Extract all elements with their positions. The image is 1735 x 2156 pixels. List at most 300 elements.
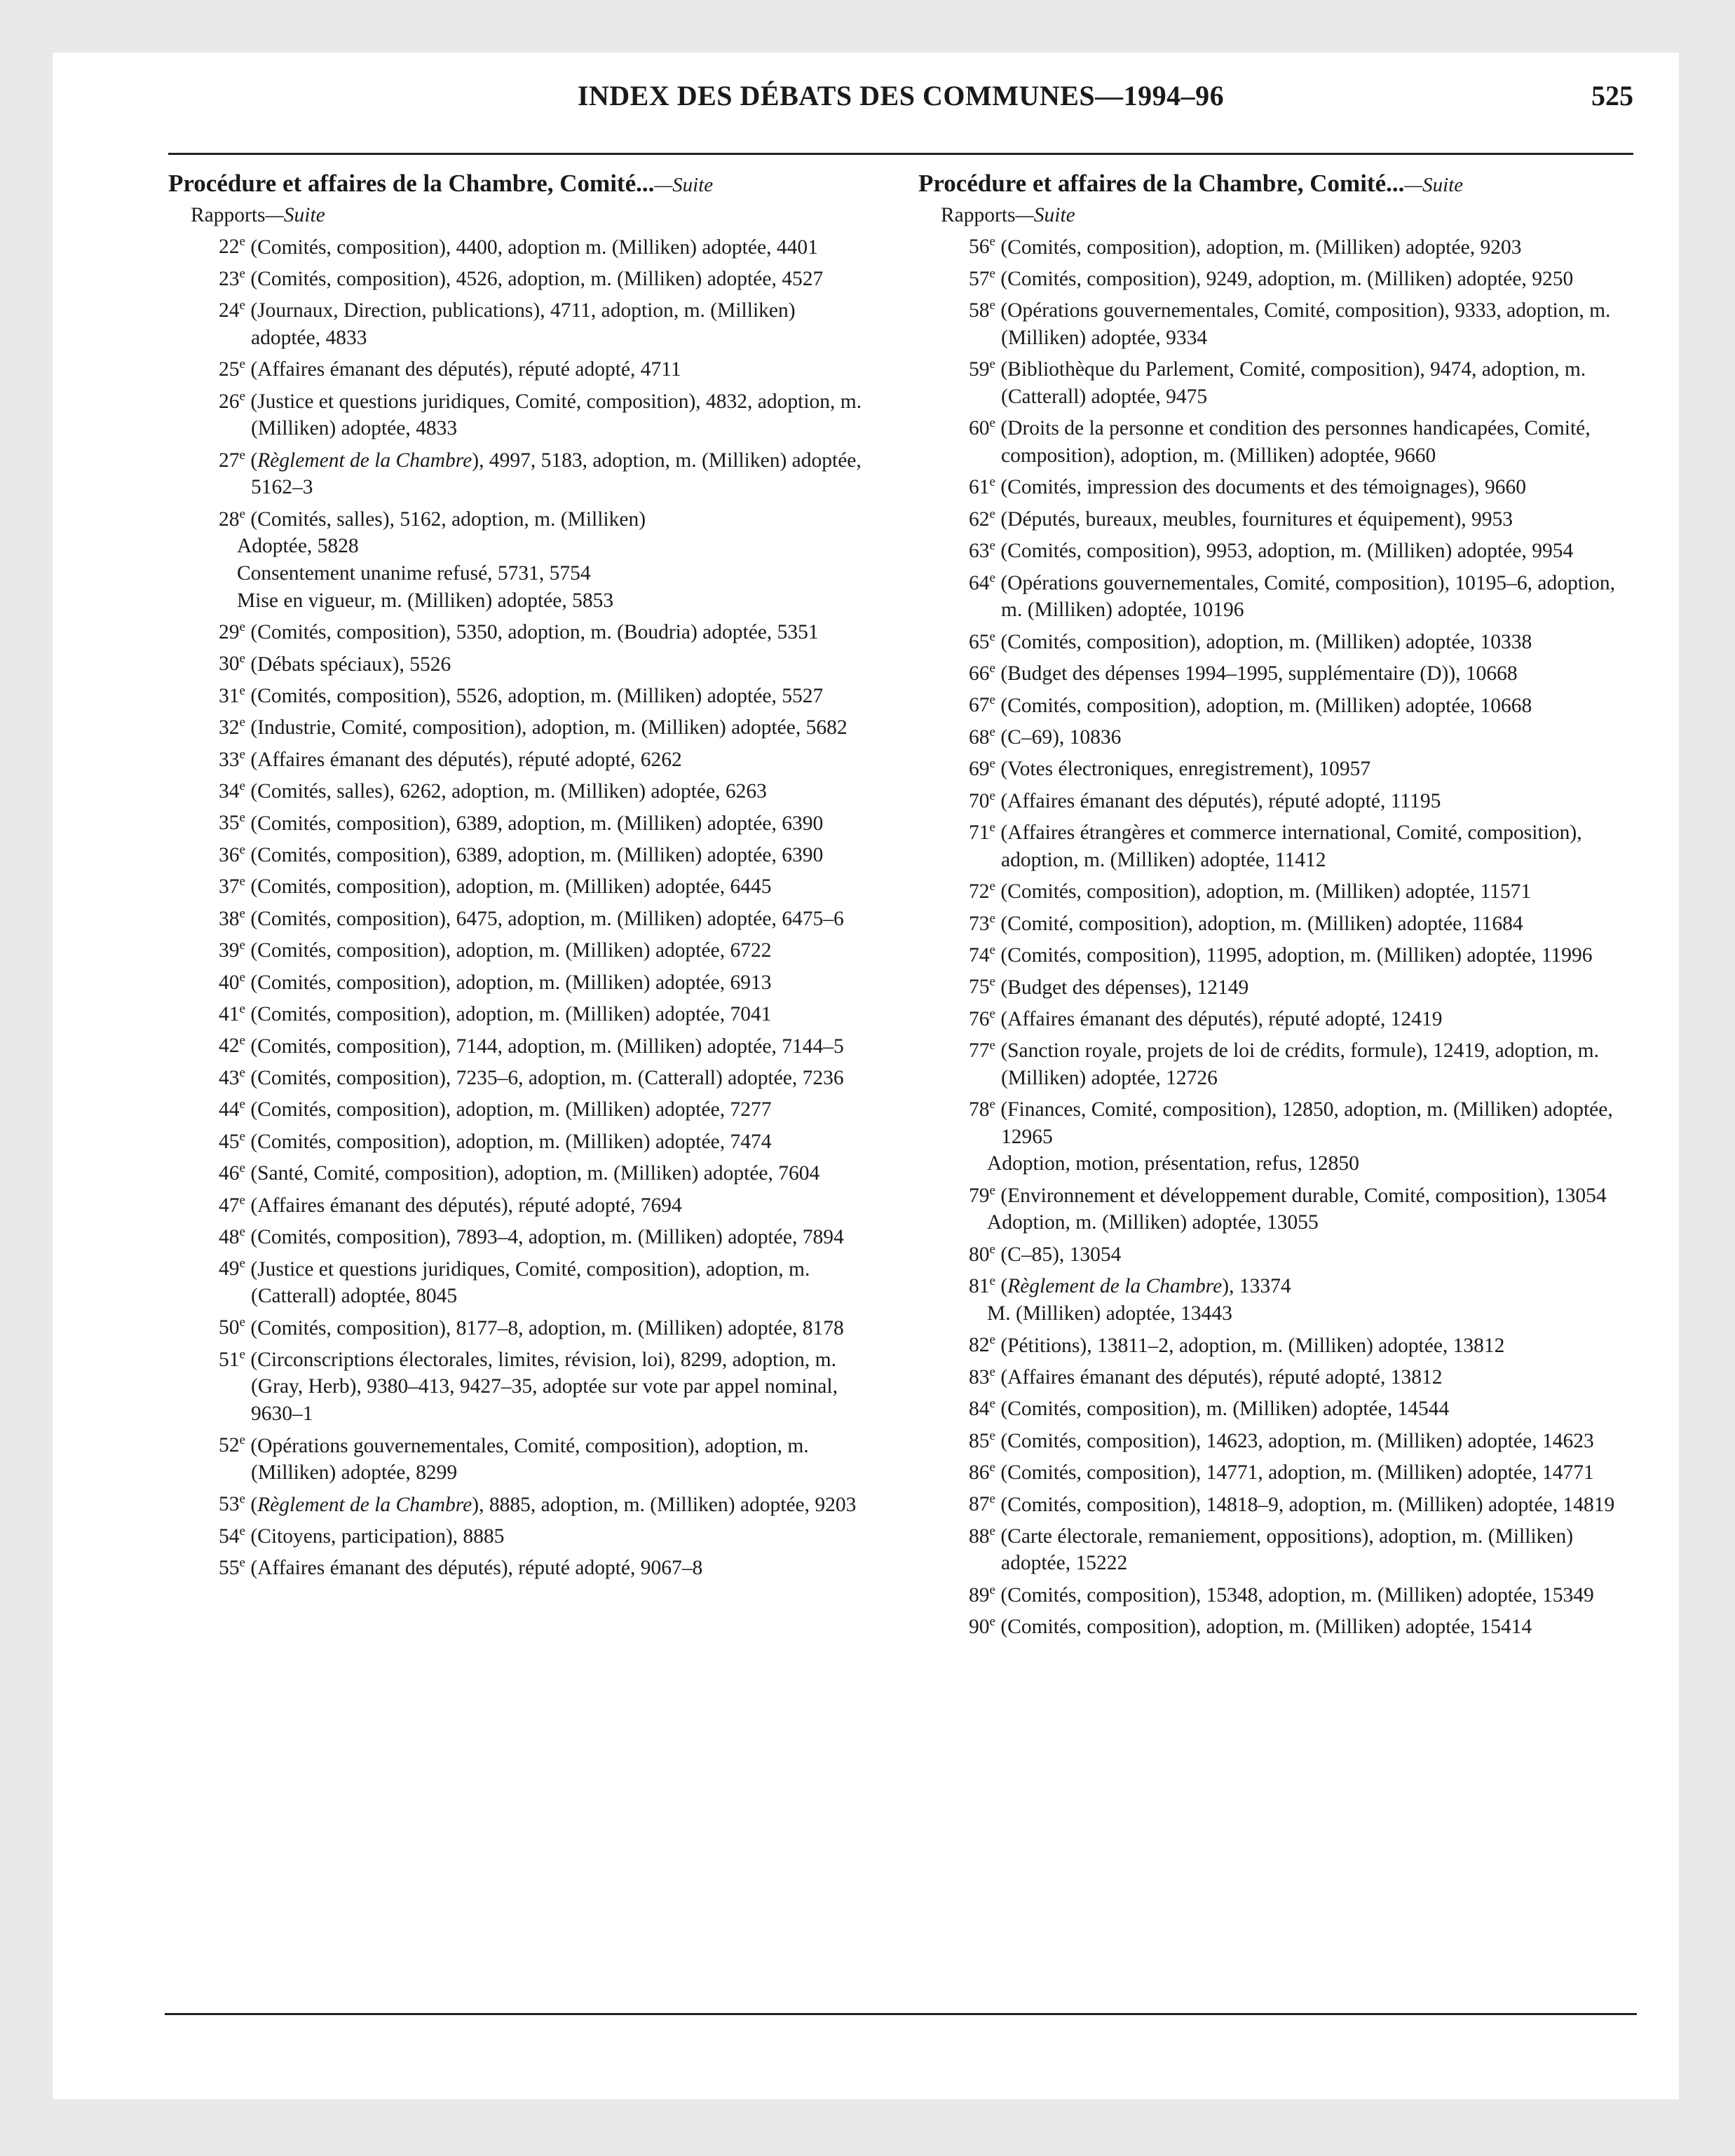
report-number: [969, 631, 995, 653]
report-ordinal: 86: [969, 1461, 990, 1485]
report-ordinal: 57: [969, 267, 990, 290]
ordinal-suffix: e: [239, 1002, 245, 1017]
report-ordinal: 82: [969, 1334, 990, 1357]
ordinal-suffix: e: [989, 725, 995, 740]
page-number: 525: [1591, 80, 1633, 111]
ordinal-suffix: e: [239, 506, 245, 521]
report-ordinal: 69: [969, 758, 990, 781]
entry-text: (Opérations gouvernementales, Comité, composition), 10195–6, adoption, m. (Milliken) adoptée, 10196: [995, 571, 1615, 622]
entry-text: (Comités, composition), adoption, m. (Milliken) adoptée, 6913: [245, 971, 772, 994]
entry-italic-title: Règlement de la Chambre: [257, 1493, 472, 1516]
entry-text: ), 4997, 5183, adoption, m. (Milliken) adoptée, 5162–3: [251, 449, 862, 499]
ordinal-suffix: e: [239, 842, 245, 858]
ordinal-suffix: e: [239, 1161, 245, 1176]
entry-text: (Affaires émanant des députés), réputé adopté, 7694: [245, 1194, 682, 1217]
ordinal-suffix: e: [239, 1065, 245, 1081]
index-entry: [918, 1359, 1619, 1391]
index-entry: [918, 969, 1619, 1001]
report-number: [969, 910, 995, 935]
index-entry: [168, 646, 869, 678]
ordinal-suffix: e: [239, 234, 245, 250]
report-number: [219, 268, 245, 290]
report-ordinal: 45: [219, 1130, 240, 1153]
entry-text: (Justice et questions juridiques, Comité, composition), adoption, m. (Catterall) adoptée, 8045: [245, 1257, 810, 1307]
ordinal-suffix: e: [989, 475, 995, 490]
entry-text: (Santé, Comité, composition), adoption, m. (Milliken) adoptée, 7604: [245, 1162, 820, 1185]
report-number: [219, 358, 245, 381]
index-entry: [168, 614, 869, 646]
report-number: [969, 880, 995, 903]
entry-text: (Comités, composition), adoption, m. (Milliken) adoptée, 7277: [245, 1098, 772, 1121]
ordinal-suffix: e: [239, 779, 245, 794]
ordinal-suffix: e: [989, 943, 995, 958]
index-entry: [168, 1342, 869, 1428]
report-ordinal: 27: [219, 449, 240, 472]
ordinal-suffix: e: [989, 1038, 995, 1053]
ordinal-suffix: e: [989, 629, 995, 644]
ordinal-suffix: e: [989, 879, 995, 894]
index-entry: [168, 678, 869, 709]
report-number: [969, 1098, 995, 1121]
index-entry: [918, 937, 1619, 969]
entry-text: (Affaires émanant des députés), réputé adopté, 9067–8: [245, 1557, 703, 1580]
index-entry: [918, 1487, 1619, 1518]
entry-text: (Sanction royale, projets de loi de crédits, formule), 12419, adoption, m. (Milliken) adoptée, 12726: [995, 1039, 1599, 1089]
entry-text: (Votes électroniques, enregistrement), 10957: [995, 758, 1371, 781]
report-number: [219, 1257, 245, 1280]
subheading-text: Rapports: [191, 204, 266, 226]
report-ordinal: 58: [969, 299, 990, 322]
entry-text: (Comités, composition), 6389, adoption, m. (Milliken) adoptée, 6390: [245, 843, 824, 866]
entry-text: (Affaires émanant des députés), réputé adopté, 11195: [995, 789, 1441, 812]
entry-text: (Comités, composition), adoption, m. (Milliken) adoptée, 7041: [245, 1003, 772, 1025]
report-ordinal: 51: [219, 1348, 240, 1371]
entry-text: (Comités, composition), adoption, m. (Milliken) adoptée, 9203: [995, 236, 1522, 259]
index-entries: [168, 229, 869, 1582]
index-entry: [918, 1609, 1619, 1640]
entry-text: (Justice et questions juridiques, Comité, composition), 4832, adoption, m. (Milliken) adoptée, 4833: [245, 390, 862, 440]
entry-text: (Comités, composition), adoption, m. (Milliken) adoptée, 7474: [245, 1130, 772, 1153]
footer-rule: [165, 2013, 1637, 2015]
report-number: [219, 1316, 245, 1339]
entry-text: (Opérations gouvernementales, Comité, composition), adoption, m. (Milliken) adoptée, 8299: [245, 1434, 809, 1485]
heading-suite: —Suite: [1404, 174, 1464, 196]
index-entry: [168, 773, 869, 805]
heading-text: Procédure et affaires de la Chambre, Comité...: [168, 170, 655, 197]
entry-italic-title: Règlement de la Chambre: [257, 449, 472, 472]
entry-text: (Industrie, Comité, composition), adoption, m. (Milliken) adoptée, 5682: [245, 716, 848, 739]
ordinal-suffix: e: [239, 1315, 245, 1330]
report-number: [969, 1275, 995, 1297]
report-ordinal: 40: [219, 971, 240, 994]
entry-text: (Comités, composition), 7235–6, adoption, m. (Catterall) adoptée, 7236: [245, 1066, 844, 1089]
report-number: [219, 716, 245, 739]
index-entry: [168, 1251, 869, 1310]
report-number: [969, 976, 995, 998]
report-ordinal: 74: [969, 943, 990, 967]
report-number: [969, 299, 995, 322]
index-entry: [168, 1124, 869, 1155]
entry-text: (Comités, composition), 15348, adoption, m. (Milliken) adoptée, 15349: [995, 1583, 1594, 1606]
ordinal-suffix: e: [989, 1396, 995, 1412]
entry-text: (Comités, composition), 9249, adoption, m. (Milliken) adoptée, 9250: [995, 267, 1574, 290]
report-ordinal: 80: [969, 1243, 990, 1266]
entry-text: (C–85), 13054: [995, 1243, 1122, 1266]
index-entry: [918, 719, 1619, 751]
entry-text: (Comités, composition), 4400, adoption m. (Milliken) adoptée, 4401: [245, 236, 818, 259]
ordinal-suffix: e: [989, 1428, 995, 1443]
report-number: [219, 1067, 245, 1089]
report-number: [969, 572, 995, 594]
report-number: [219, 971, 245, 994]
report-number: [969, 1461, 995, 1484]
report-ordinal: 90: [969, 1616, 990, 1639]
report-ordinal: 76: [969, 1007, 990, 1030]
entry-text: (Comités, composition), m. (Milliken) adoptée, 14544: [995, 1398, 1450, 1421]
report-ordinal: 26: [219, 390, 240, 413]
ordinal-suffix: e: [989, 1614, 995, 1630]
entry-text: (Comité, composition), adoption, m. (Milliken) adoptée, 11684: [995, 912, 1523, 935]
report-number: [219, 844, 245, 866]
index-subentry: M. (Milliken) adoptée, 13443: [987, 1302, 1232, 1325]
report-ordinal: 31: [219, 684, 240, 707]
index-entry: [168, 1518, 869, 1550]
index-entry: [168, 709, 869, 741]
entry-text: (Comités, composition), 8177–8, adoption, m. (Milliken) adoptée, 8178: [245, 1316, 844, 1339]
index-entry: [168, 261, 869, 292]
index-entries: [918, 229, 1619, 1641]
index-entry: [918, 1268, 1619, 1299]
ordinal-suffix: e: [239, 298, 245, 313]
index-entry: [918, 751, 1619, 782]
report-number: [219, 449, 245, 472]
ordinal-suffix: e: [239, 1256, 245, 1271]
header-rule: [168, 153, 1633, 155]
ordinal-suffix: e: [989, 298, 995, 313]
report-number: [219, 1434, 245, 1456]
entry-text: (Comités, composition), 14771, adoption, m. (Milliken) adoptée, 14771: [995, 1461, 1594, 1485]
report-ordinal: 54: [219, 1524, 240, 1548]
report-ordinal: 28: [219, 507, 240, 531]
index-entry: [168, 1028, 869, 1060]
ordinal-suffix: e: [989, 570, 995, 585]
report-number: [219, 685, 245, 707]
report-number: [969, 1584, 995, 1606]
report-number: [969, 694, 995, 716]
index-entry: [168, 292, 869, 351]
ordinal-suffix: e: [989, 234, 995, 250]
index-column-left: [168, 168, 869, 1582]
entry-text: (Droits de la personne et condition des personnes handicapées, Comité, composition), adoption, m. (Milliken) adoptée, 9660: [995, 417, 1591, 467]
ordinal-suffix: e: [239, 1346, 245, 1362]
report-number: [969, 790, 995, 812]
report-ordinal: 75: [969, 976, 990, 999]
index-entry: [168, 901, 869, 932]
report-number: [219, 1346, 245, 1371]
entry-text: (Comités, composition), 7144, adoption, m. (Milliken) adoptée, 7144–5: [245, 1035, 844, 1058]
index-entry: [918, 688, 1619, 719]
entry-text: (Comités, composition), adoption, m. (Milliken) adoptée, 15414: [995, 1616, 1532, 1639]
index-entry: [918, 1328, 1619, 1359]
index-entry: [918, 533, 1619, 564]
index-entry: [918, 1454, 1619, 1486]
index-entry: [918, 624, 1619, 655]
index-entry: [168, 229, 869, 261]
index-subentry: Adoption, motion, présentation, refus, 12850: [987, 1152, 1359, 1175]
document-page: [53, 53, 1679, 2099]
entry-text: (Débats spéciaux), 5526: [245, 653, 451, 676]
report-ordinal: 55: [219, 1557, 240, 1580]
entry-text: (Opérations gouvernementales, Comité, composition), 9333, adoption, m. (Milliken) adoptée, 9334: [995, 299, 1611, 349]
index-subentry: Consentement unanime refusé, 5731, 5754: [237, 561, 591, 585]
report-ordinal: 71: [969, 821, 990, 845]
report-number: [219, 1098, 245, 1121]
entry-text: (Comités, composition), 14818–9, adoption, m. (Milliken) adoptée, 14819: [995, 1493, 1615, 1516]
ordinal-suffix: e: [239, 1492, 245, 1507]
report-ordinal: 83: [969, 1365, 990, 1389]
index-entry: [168, 1155, 869, 1187]
ordinal-suffix: e: [239, 906, 245, 921]
report-ordinal: 42: [219, 1035, 240, 1058]
entry-open-paren: (: [245, 1493, 258, 1516]
ordinal-suffix: e: [989, 974, 995, 990]
entry-text: (Comités, composition), 5526, adoption, m. (Milliken) adoptée, 5527: [245, 684, 824, 707]
index-entry: [918, 351, 1619, 410]
report-ordinal: 77: [969, 1039, 990, 1063]
report-ordinal: 59: [969, 358, 990, 381]
index-entry: [918, 229, 1619, 261]
ordinal-suffix: e: [989, 661, 995, 676]
report-ordinal: 29: [219, 620, 240, 643]
index-entry: [918, 292, 1619, 351]
entry-text: ), 13374: [1222, 1275, 1291, 1298]
ordinal-suffix: e: [989, 1242, 995, 1257]
ordinal-suffix: e: [239, 969, 245, 985]
running-header: [168, 67, 1633, 123]
report-ordinal: 50: [219, 1316, 240, 1339]
entry-text: (Comités, composition), adoption, m. (Milliken) adoptée, 6722: [245, 939, 772, 962]
report-ordinal: 24: [219, 299, 240, 322]
entry-text: (Comités, composition), 11995, adoption, m. (Milliken) adoptée, 11996: [995, 943, 1593, 967]
report-ordinal: 84: [969, 1398, 990, 1421]
ordinal-suffix: e: [239, 1128, 245, 1144]
report-number: [219, 1525, 245, 1548]
report-number: [969, 268, 995, 290]
entry-text: (Journaux, Direction, publications), 4711, adoption, m. (Milliken) adoptée, 4833: [245, 299, 796, 349]
entry-italic-title: Règlement de la Chambre: [1007, 1275, 1223, 1298]
entry-text: (Députés, bureaux, meubles, fournitures et équipement), 9953: [995, 507, 1513, 531]
entry-text: ), 8885, adoption, m. (Milliken) adoptée, 9203: [472, 1493, 857, 1516]
report-number: [969, 358, 995, 381]
ordinal-suffix: e: [239, 938, 245, 953]
report-number: [969, 540, 995, 562]
report-number: [219, 746, 245, 771]
index-entry: [918, 1391, 1619, 1422]
ordinal-suffix: e: [239, 1555, 245, 1571]
ordinal-suffix: e: [989, 788, 995, 803]
index-entry: [918, 1577, 1619, 1609]
report-ordinal: 34: [219, 780, 240, 803]
report-ordinal: 87: [969, 1493, 990, 1516]
report-ordinal: 70: [969, 789, 990, 812]
report-ordinal: 35: [219, 812, 240, 835]
ordinal-suffix: e: [239, 447, 245, 463]
ordinal-suffix: e: [989, 506, 995, 521]
report-number: [969, 508, 995, 531]
report-number: [969, 758, 995, 780]
report-ordinal: 48: [219, 1225, 240, 1248]
report-ordinal: 47: [219, 1194, 240, 1217]
report-ordinal: 65: [969, 630, 990, 653]
report-ordinal: 33: [219, 748, 240, 771]
report-ordinal: 53: [219, 1493, 240, 1516]
ordinal-suffix: e: [989, 1492, 995, 1507]
report-number: [969, 821, 995, 844]
index-entry: [168, 964, 869, 996]
report-number: [969, 726, 995, 749]
report-number: [219, 621, 245, 643]
report-ordinal: 30: [219, 653, 240, 676]
report-ordinal: 68: [969, 725, 990, 749]
heading-suite: —Suite: [654, 174, 714, 196]
report-ordinal: 39: [219, 939, 240, 962]
entry-text: (Comités, composition), 5350, adoption, m. (Boudria) adoptée, 5351: [245, 620, 819, 643]
report-number: [969, 1243, 995, 1266]
report-ordinal: 36: [219, 843, 240, 866]
index-entry: [168, 442, 869, 501]
ordinal-suffix: e: [989, 692, 995, 708]
report-number: [219, 780, 245, 803]
subheading-suite: —Suite: [1015, 204, 1075, 226]
index-entry: [918, 565, 1619, 624]
report-number: [219, 812, 245, 834]
report-ordinal: 67: [969, 694, 990, 717]
entry-text: (Affaires étrangères et commerce international, Comité, composition), adoption, m. (Milliken) adoptée, 11412: [995, 821, 1582, 871]
ordinal-suffix: e: [989, 416, 995, 431]
ordinal-suffix: e: [239, 620, 245, 635]
report-number: [219, 1162, 245, 1185]
ordinal-suffix: e: [239, 1192, 245, 1208]
report-ordinal: 43: [219, 1066, 240, 1089]
report-ordinal: 66: [969, 662, 990, 685]
report-number: [969, 476, 995, 498]
report-ordinal: 41: [219, 1003, 240, 1025]
report-number: [969, 944, 995, 967]
ordinal-suffix: e: [239, 683, 245, 698]
report-ordinal: 62: [969, 507, 990, 531]
report-ordinal: 72: [969, 880, 990, 903]
report-number: [969, 1525, 995, 1548]
index-entry: [168, 501, 869, 533]
ordinal-suffix: e: [989, 756, 995, 772]
ordinal-suffix: e: [989, 1332, 995, 1348]
index-subentry: Mise en vigueur, m. (Milliken) adoptée, 5853: [237, 589, 614, 612]
report-ordinal: 23: [219, 267, 240, 290]
entry-text: (Comités, composition), 4526, adoption, m. (Milliken) adoptée, 4527: [245, 267, 824, 290]
index-entry: [168, 805, 869, 837]
index-entry: [168, 1187, 869, 1219]
report-number: [969, 1366, 995, 1389]
index-entry: [918, 1091, 1619, 1150]
report-number: [969, 1185, 995, 1207]
entry-text: (C–69), 10836: [995, 725, 1122, 749]
report-ordinal: 44: [219, 1098, 240, 1121]
report-ordinal: 60: [969, 417, 990, 440]
entry-text: (Comités, composition), 14623, adoption, m. (Milliken) adoptée, 14623: [995, 1429, 1594, 1452]
ordinal-suffix: e: [239, 1224, 245, 1240]
report-ordinal: 78: [969, 1098, 990, 1121]
entry-text: (Environnement et développement durable, Comité, composition), 13054: [995, 1184, 1607, 1207]
report-ordinal: 56: [969, 236, 990, 259]
index-entry: [918, 873, 1619, 905]
report-number: [219, 1493, 245, 1515]
ordinal-suffix: e: [239, 810, 245, 826]
entry-text: (Affaires émanant des députés), réputé adopté, 6262: [245, 748, 682, 771]
entry-text: (Budget des dépenses), 12149: [995, 976, 1249, 999]
ordinal-suffix: e: [989, 357, 995, 372]
entry-text: (Comités, salles), 6262, adoption, m. (Milliken) adoptée, 6263: [245, 780, 767, 803]
index-entry: [918, 783, 1619, 814]
index-entry: [918, 1518, 1619, 1577]
index-column-right: [918, 168, 1619, 1641]
report-number: [969, 1008, 995, 1030]
entry-text: (Comités, composition), 6475, adoption, m. (Milliken) adoptée, 6475–6: [245, 907, 844, 930]
report-number: [219, 1035, 245, 1057]
entry-text: (Carte électorale, remaniement, oppositions), adoption, m. (Milliken) adoptée, 15222: [995, 1524, 1574, 1575]
index-entry: [168, 383, 869, 442]
index-subentry: Adoption, m. (Milliken) adoptée, 13055: [987, 1211, 1319, 1234]
report-ordinal: 38: [219, 907, 240, 930]
report-ordinal: 22: [219, 236, 240, 259]
header-title: INDEX DES DÉBATS DES COMMUNES—1994–96: [577, 80, 1225, 111]
entry-text: (Affaires émanant des députés), réputé adopté, 13812: [995, 1365, 1443, 1389]
ordinal-suffix: e: [989, 1274, 995, 1289]
report-ordinal: 88: [969, 1524, 990, 1548]
subheading-suite: —Suite: [265, 204, 325, 226]
ordinal-suffix: e: [239, 874, 245, 889]
ordinal-suffix: e: [989, 538, 995, 554]
ordinal-suffix: e: [239, 1097, 245, 1112]
report-number: [219, 508, 245, 531]
index-entry: [918, 469, 1619, 500]
ordinal-suffix: e: [239, 357, 245, 372]
report-number: [969, 1039, 995, 1062]
index-entry: [918, 1178, 1619, 1209]
ordinal-suffix: e: [989, 1524, 995, 1539]
report-number: [219, 1003, 245, 1025]
report-number: [219, 653, 245, 675]
ordinal-suffix: e: [239, 1524, 245, 1539]
entry-text: (Comités, composition), 7893–4, adoption, m. (Milliken) adoptée, 7894: [245, 1225, 844, 1248]
ordinal-suffix: e: [989, 1364, 995, 1379]
entry-text: (Circonscriptions électorales, limites, révision, loi), 8299, adoption, m. (Gray, Herb), 9380–413, 9427–35, adoptée sur vote par appel nominal, 9630–1: [245, 1348, 838, 1425]
entry-text: (Comités, composition), adoption, m. (Milliken) adoptée, 10338: [995, 630, 1532, 653]
report-ordinal: 61: [969, 476, 990, 499]
entry-text: (Comités, composition), adoption, m. (Milliken) adoptée, 10668: [995, 694, 1532, 717]
entry-text: (Citoyens, participation), 8885: [245, 1524, 505, 1548]
report-ordinal: 79: [969, 1184, 990, 1207]
entry-text: (Pétitions), 13811–2, adoption, m. (Milliken) adoptée, 13812: [995, 1334, 1505, 1357]
report-number: [969, 1398, 995, 1420]
report-ordinal: 64: [969, 571, 990, 594]
entry-text: (Comités, composition), 6389, adoption, m. (Milliken) adoptée, 6390: [245, 812, 824, 835]
column-subheading: [168, 202, 869, 229]
index-entry: [168, 1487, 869, 1518]
entry-text: (Bibliothèque du Parlement, Comité, composition), 9474, adoption, m. (Catterall) adoptée, 9475: [995, 358, 1586, 408]
ordinal-suffix: e: [989, 910, 995, 926]
entry-text: (Finances, Comité, composition), 12850, adoption, m. (Milliken) adoptée, 12965: [995, 1098, 1613, 1148]
subheading-text: Rapports: [941, 204, 1016, 226]
